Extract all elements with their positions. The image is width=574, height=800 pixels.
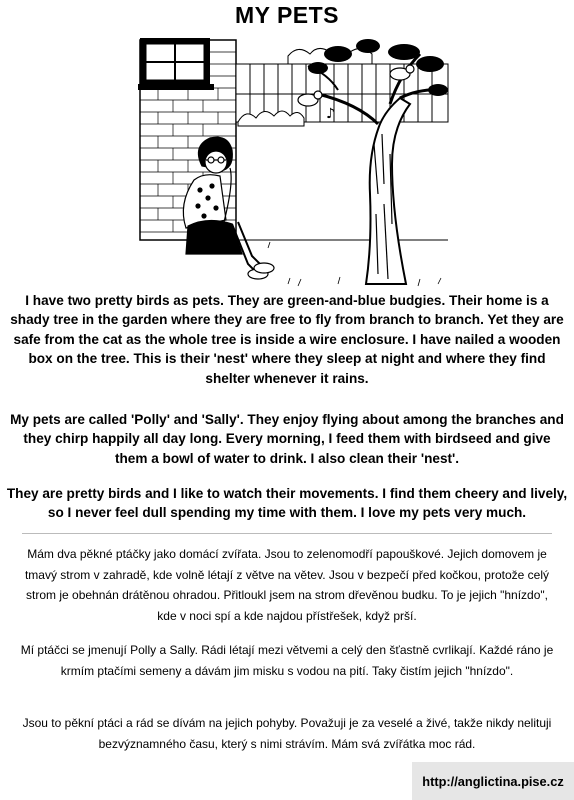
garden-illustration (138, 34, 450, 290)
czech-paragraph-3: Jsou to pěkní ptáci a rád se dívám na jejich pohyby. Považuji je za veselé a živé, takže nikdy nelituji bezvýznamného času, který s nimi strávím. Mám svá zvířátka moc rád. (22, 716, 552, 751)
source-url-link[interactable]: http://anglictina.pise.cz (412, 762, 574, 800)
grass (268, 242, 441, 286)
window (138, 38, 214, 90)
english-paragraph-1: I have two pretty birds as pets. They are green-and-blue budgies. Their home is a shady tree in the garden where they are free to fly from branch to branch. Yet they are safe from the cat as the whole tree is inside a wire enclosure. I have nailed a wooden box on the tree. This is their 'nest' where they sleep at night and where they find shelter whenever it rains. (10, 293, 564, 386)
english-paragraph-3: They are pretty birds and I like to watch their movements. I find them cheery and lively, so I never feel dull spending my time with them. I love my pets very much. (6, 486, 568, 521)
czech-paragraph-2: Mí ptáčci se jmenují Polly a Sally. Rádi létají mezi větvemi a celý den šťastně cvrlikají. Každé ráno je krmím ptačími semeny a dávám jim misku s vodou na pití. Taky čistím jejich "hnízdo". (20, 643, 554, 678)
english-paragraph-2: My pets are called 'Polly' and 'Sally'. They enjoy flying about among the branches and they chirp happily all day long. Every morning, I feed them with birdseed and give them a bowl of water to drink. I also clean their 'nest'. (10, 412, 564, 466)
czech-paragraph-1: Mám dva pěkné ptáčky jako domácí zvířata. Jsou to zelenomodří papouškové. Jejich domovem je tmavý strom v zahradě, kde volně létají z větve na větev. Jsou v bezpečí před kočkou, protože celý strom je obehnán drátěnou ohradou. Přitloukl jsem na strom dřevěnou budku. To je jejich "hnízdo", kde v noci spí a kde najdou přístřešek, když prší. (24, 547, 550, 623)
page-title: MY PETS (234, 2, 340, 28)
music-note-icon: ♪ (326, 106, 335, 122)
section-divider (22, 533, 552, 534)
